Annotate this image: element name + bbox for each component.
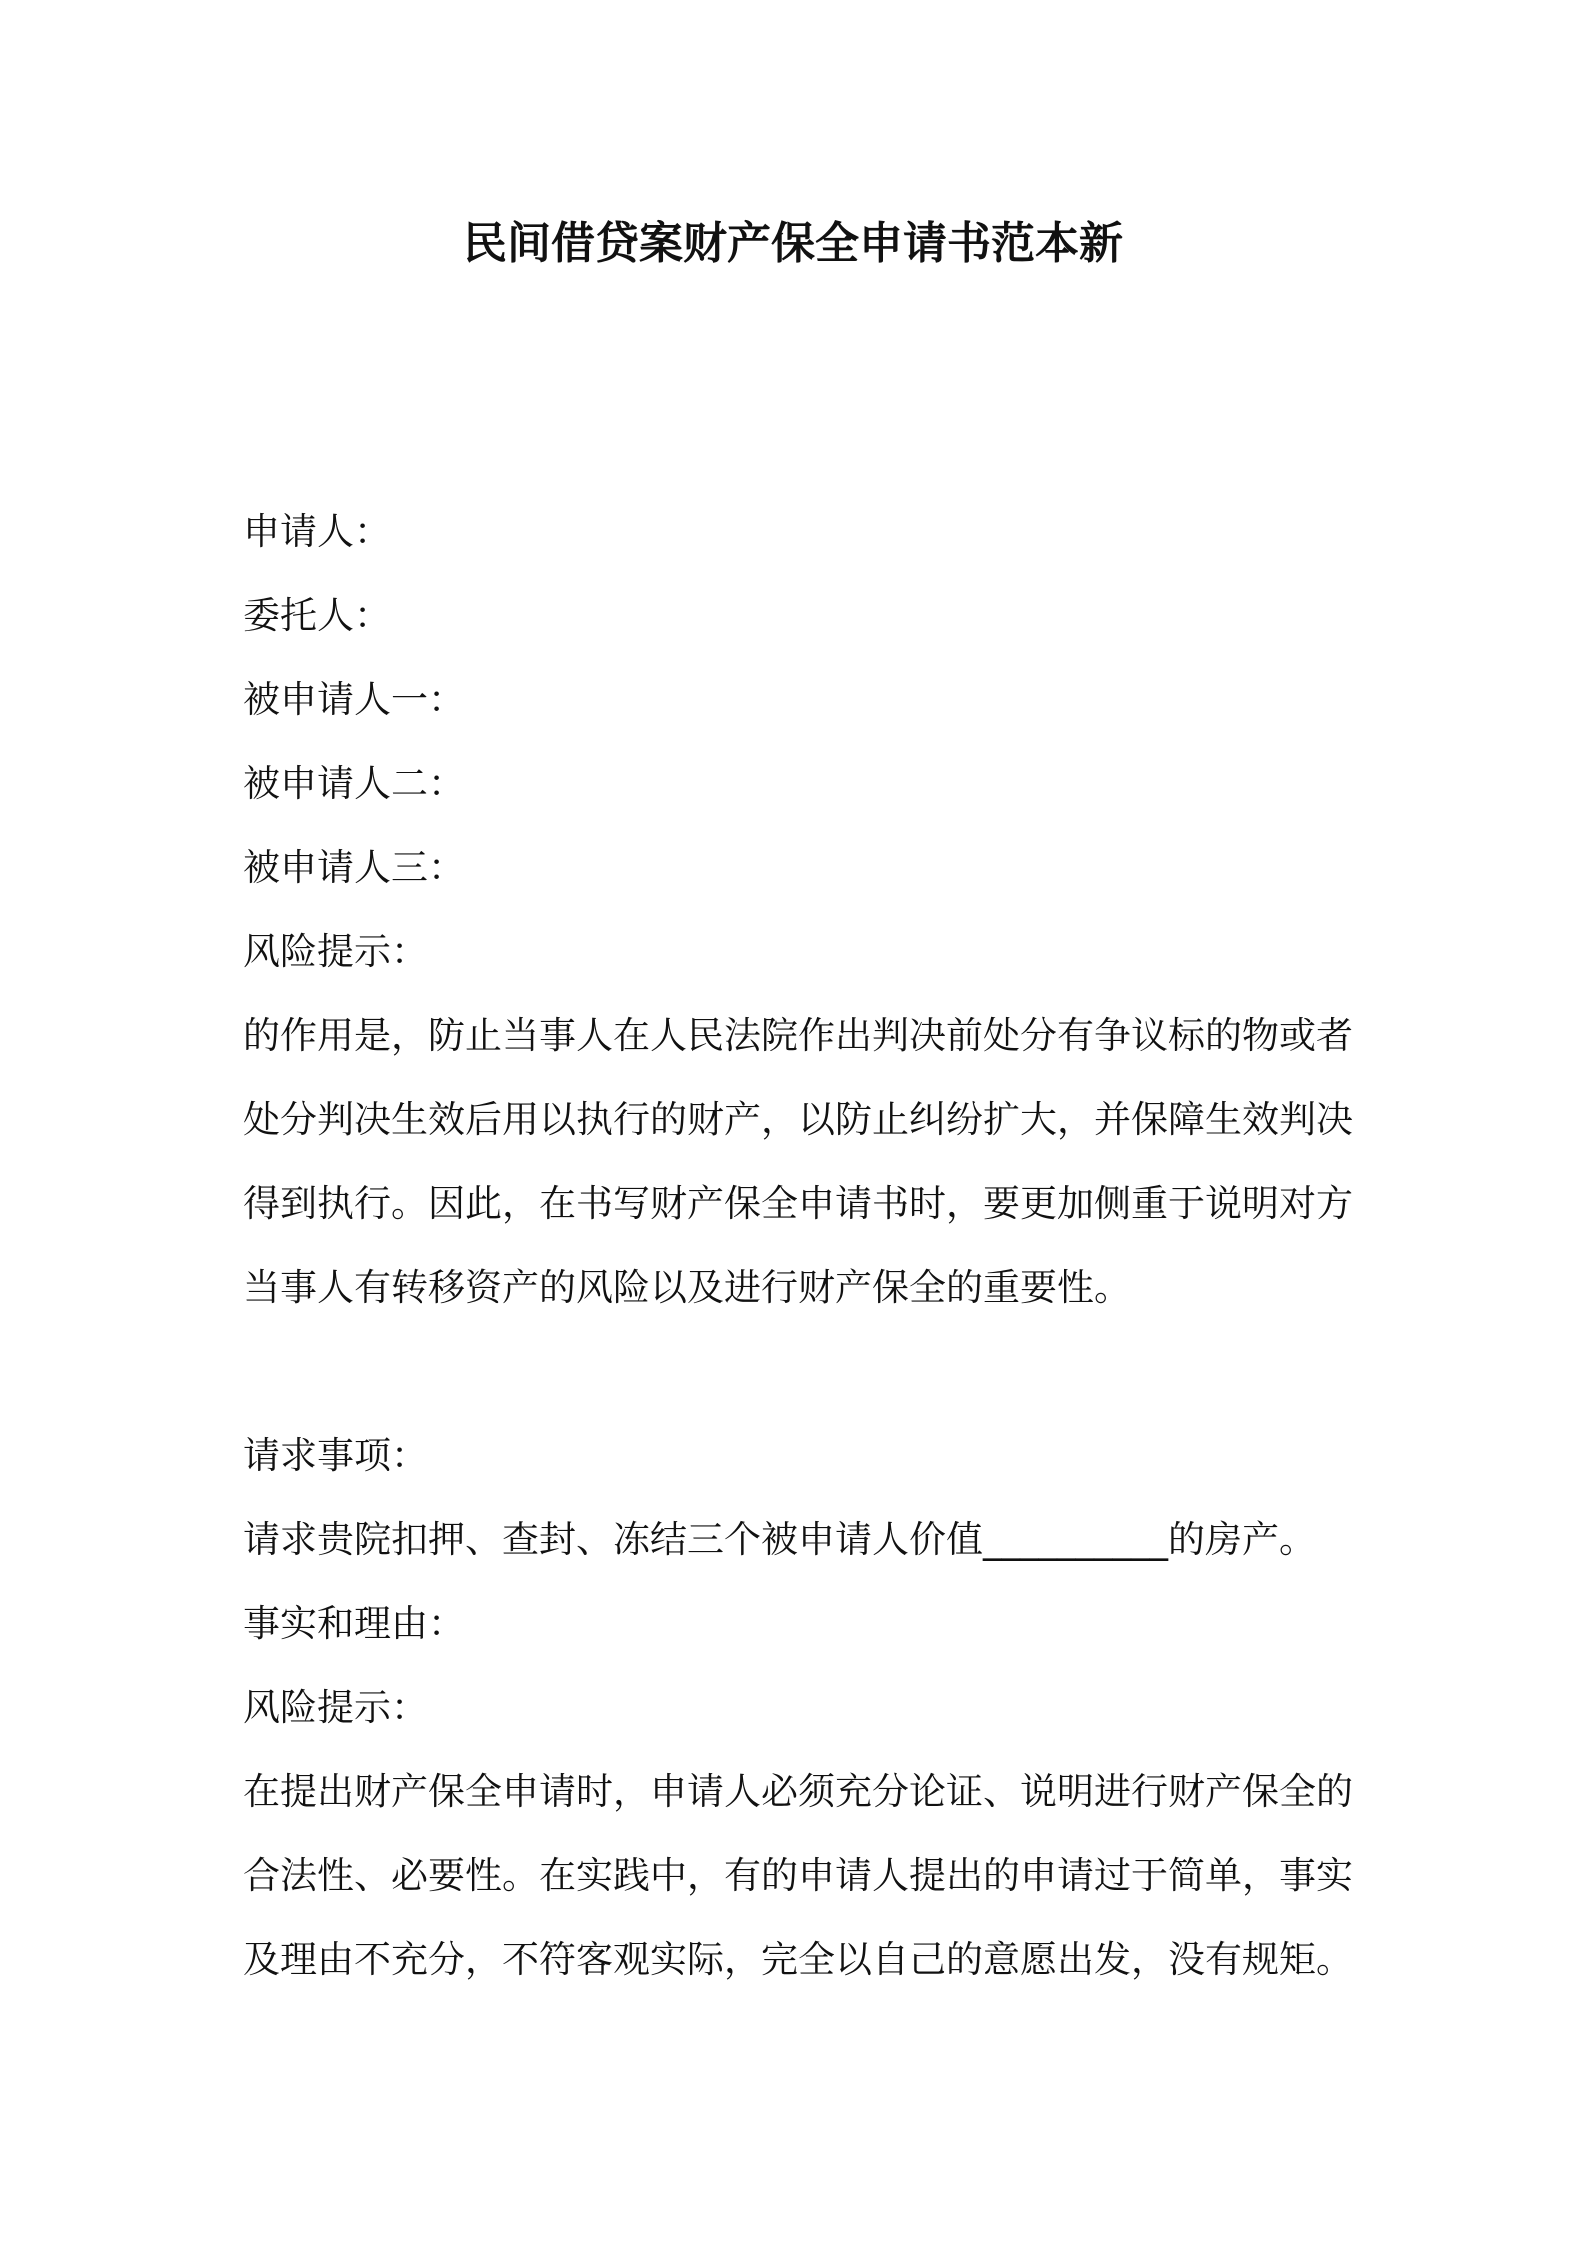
- respondent-1-label: 被申请人一：: [243, 678, 465, 721]
- risk-tip-paragraph-line: 的作用是，防止当事人在人民法院作出判决前处分有争议标的物或者: [243, 1014, 1353, 1057]
- risk-tip-2-paragraph-line: 及理由不充分，不符客观实际，完全以自己的意愿出发，没有规矩。: [243, 1938, 1353, 1981]
- respondent-3-label: 被申请人三：: [243, 846, 465, 889]
- claims-text: 请求贵院扣押、查封、冻结三个被申请人价值__________的房产。: [243, 1518, 1316, 1561]
- risk-tip-paragraph-line: 当事人有转移资产的风险以及进行财产保全的重要性。: [243, 1266, 1131, 1309]
- risk-tip-heading: 风险提示：: [243, 930, 428, 973]
- claims-heading: 请求事项：: [243, 1434, 428, 1477]
- paragraph-spacer: [243, 1330, 1363, 1414]
- risk-tip-heading-2: 风险提示：: [243, 1686, 428, 1729]
- agent-label: 委托人：: [243, 594, 391, 637]
- respondent-2-label: 被申请人二：: [243, 762, 465, 805]
- applicant-label: 申请人：: [243, 510, 391, 553]
- risk-tip-2-paragraph-line: 合法性、必要性。在实践中，有的申请人提出的申请过于简单，事实: [243, 1854, 1353, 1897]
- risk-tip-paragraph-line: 处分判决生效后用以执行的财产，以防止纠纷扩大，并保障生效判决: [243, 1098, 1353, 1141]
- document-body: [243, 490, 1363, 2002]
- risk-tip-paragraph-line: 得到执行。因此，在书写财产保全申请书时，要更加侧重于说明对方: [243, 1182, 1353, 1225]
- facts-heading: 事实和理由：: [243, 1602, 465, 1645]
- document-title: 民间借贷案财产保全申请书范本新: [463, 218, 1123, 269]
- risk-tip-2-paragraph-line: 在提出财产保全申请时，申请人必须充分论证、说明进行财产保全的: [243, 1770, 1353, 1813]
